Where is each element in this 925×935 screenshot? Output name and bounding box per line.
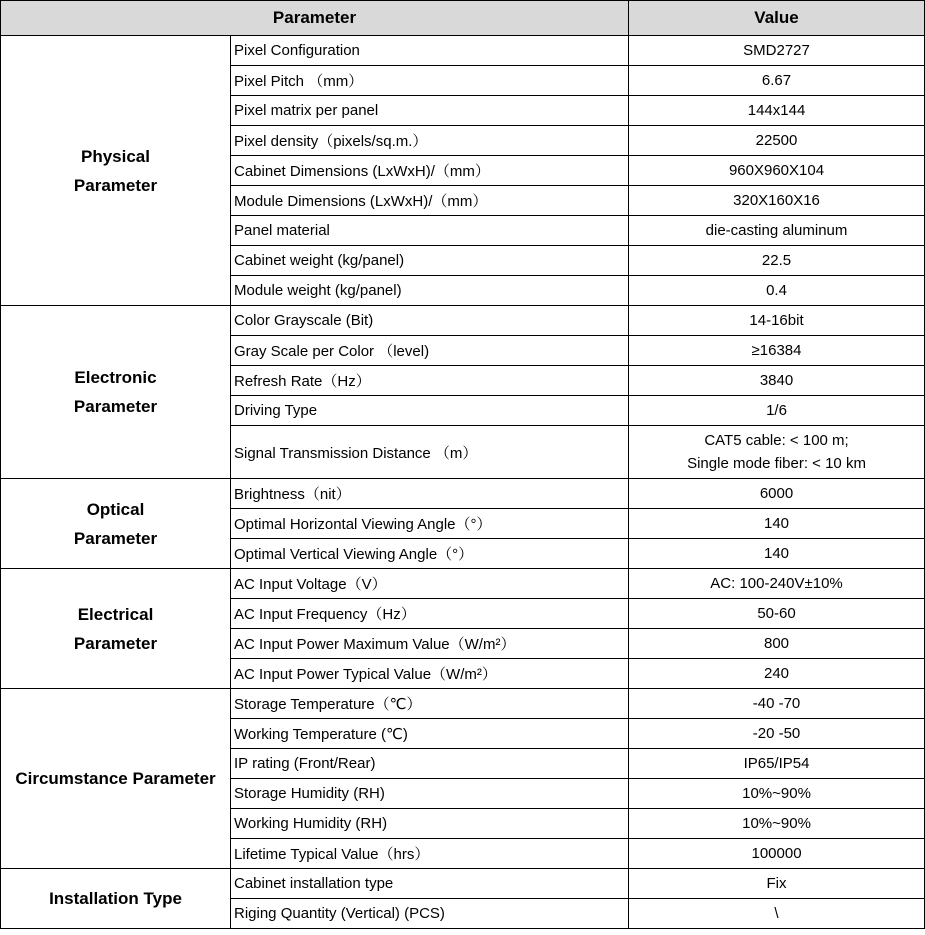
group-label-line: Parameter bbox=[73, 633, 158, 653]
table-row bbox=[1, 569, 925, 599]
table-row bbox=[1, 479, 925, 509]
parameter-cell: Optimal Vertical Viewing Angle（°） bbox=[231, 539, 629, 569]
group-label-line: Parameter bbox=[73, 528, 158, 548]
value-cell: 14-16bit bbox=[629, 306, 925, 336]
table-row bbox=[1, 689, 925, 719]
table-row bbox=[1, 306, 925, 336]
parameter-cell: Lifetime Typical Value（hrs） bbox=[231, 839, 629, 869]
parameter-cell: Working Humidity (RH) bbox=[231, 809, 629, 839]
value-cell: -40 -70 bbox=[629, 689, 925, 719]
value-cell: ≥16384 bbox=[629, 336, 925, 366]
parameter-cell: Optimal Horizontal Viewing Angle（°） bbox=[231, 509, 629, 539]
parameter-cell: Driving Type bbox=[231, 396, 629, 426]
value-cell: 960X960X104 bbox=[629, 156, 925, 186]
parameter-cell: Working Temperature (℃) bbox=[231, 719, 629, 749]
value-cell: Fix bbox=[629, 869, 925, 899]
value-cell: 10%~90% bbox=[629, 779, 925, 809]
table-header bbox=[1, 1, 925, 36]
parameter-cell: Gray Scale per Color （level) bbox=[231, 336, 629, 366]
header-parameter: Parameter bbox=[1, 1, 629, 36]
value-cell: AC: 100-240V±10% bbox=[629, 569, 925, 599]
group-label bbox=[1, 689, 231, 869]
parameter-cell: Module weight (kg/panel) bbox=[231, 276, 629, 306]
value-cell: 140 bbox=[629, 509, 925, 539]
parameter-cell: Refresh Rate（Hz） bbox=[231, 366, 629, 396]
group-label-line: Physical bbox=[81, 146, 150, 166]
value-cell: -20 -50 bbox=[629, 719, 925, 749]
value-cell: 320X160X16 bbox=[629, 186, 925, 216]
value-cell: 3840 bbox=[629, 366, 925, 396]
value-cell: 6000 bbox=[629, 479, 925, 509]
value-cell: die-casting aluminum bbox=[629, 216, 925, 246]
table-body bbox=[1, 36, 925, 929]
parameter-cell: Storage Temperature（℃） bbox=[231, 689, 629, 719]
group-label-line: Parameter bbox=[73, 397, 158, 416]
value-cell: 100000 bbox=[629, 839, 925, 869]
table-row bbox=[1, 869, 925, 899]
parameter-cell: Module Dimensions (LxWxH)/（mm） bbox=[231, 186, 629, 216]
value-cell: 22500 bbox=[629, 126, 925, 156]
group-label-line: Optical bbox=[86, 499, 145, 519]
value-cell: 10%~90% bbox=[629, 809, 925, 839]
value-line: Single mode fiber: < 10 km bbox=[687, 455, 866, 472]
parameter-cell: Pixel matrix per panel bbox=[231, 96, 629, 126]
value-cell: 6.67 bbox=[629, 66, 925, 96]
parameter-cell: Panel material bbox=[231, 216, 629, 246]
group-label-line: Circumstance Parameter bbox=[15, 769, 216, 788]
parameter-cell: Pixel density（pixels/sq.m.） bbox=[231, 126, 629, 156]
value-cell: 50-60 bbox=[629, 599, 925, 629]
value-cell: 22.5 bbox=[629, 246, 925, 276]
parameter-cell: AC Input Power Typical Value（W/m²） bbox=[231, 659, 629, 689]
group-label bbox=[1, 479, 231, 569]
parameter-cell: Storage Humidity (RH) bbox=[231, 779, 629, 809]
value-cell: 144x144 bbox=[629, 96, 925, 126]
value-line: CAT5 cable: < 100 m; bbox=[704, 432, 849, 449]
group-label-line: Parameter bbox=[73, 175, 158, 195]
group-label bbox=[1, 306, 231, 479]
parameter-cell: AC Input Voltage（V） bbox=[231, 569, 629, 599]
table-row bbox=[1, 36, 925, 66]
group-label bbox=[1, 569, 231, 689]
parameter-cell: AC Input Frequency（Hz） bbox=[231, 599, 629, 629]
parameter-cell: Signal Transmission Distance （m） bbox=[231, 426, 629, 479]
group-label bbox=[1, 869, 231, 929]
value-cell: 0.4 bbox=[629, 276, 925, 306]
parameter-cell: Riging Quantity (Vertical) (PCS) bbox=[231, 899, 629, 929]
parameter-cell: Cabinet weight (kg/panel) bbox=[231, 246, 629, 276]
value-cell: 240 bbox=[629, 659, 925, 689]
group-label-line: Electronic bbox=[74, 368, 157, 387]
value-cell: \ bbox=[629, 899, 925, 929]
value-cell: SMD2727 bbox=[629, 36, 925, 66]
group-label-line: Electrical bbox=[77, 604, 154, 624]
header-value: Value bbox=[629, 1, 925, 36]
value-cell: IP65/IP54 bbox=[629, 749, 925, 779]
value-cell: 140 bbox=[629, 539, 925, 569]
value-cell: 1/6 bbox=[629, 396, 925, 426]
parameter-cell: Color Grayscale (Bit) bbox=[231, 306, 629, 336]
parameter-cell: Brightness（nit） bbox=[231, 479, 629, 509]
parameter-cell: IP rating (Front/Rear) bbox=[231, 749, 629, 779]
group-label bbox=[1, 36, 231, 306]
parameter-cell: Cabinet Dimensions (LxWxH)/（mm） bbox=[231, 156, 629, 186]
group-label-line: Installation Type bbox=[49, 889, 182, 908]
value-cell bbox=[629, 426, 925, 479]
parameter-cell: Cabinet installation type bbox=[231, 869, 629, 899]
parameter-cell: Pixel Pitch （mm） bbox=[231, 66, 629, 96]
parameter-cell: Pixel Configuration bbox=[231, 36, 629, 66]
value-cell: 800 bbox=[629, 629, 925, 659]
parameter-cell: AC Input Power Maximum Value（W/m²） bbox=[231, 629, 629, 659]
